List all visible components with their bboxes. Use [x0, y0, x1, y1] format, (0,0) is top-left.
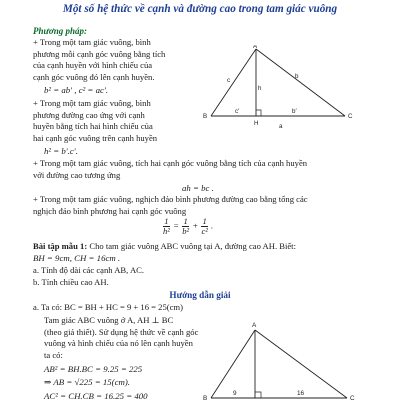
- segment-label-hc: 16: [297, 390, 305, 397]
- solution-formula-2: ⇒ AB = √225 = 15(cm).: [44, 377, 130, 387]
- segment-label-bh: 9: [233, 390, 237, 397]
- solution-formula-1: AB² = BH.BC = 9.25 = 225: [44, 364, 143, 374]
- exercise-question-a: a. Tính độ dài các cạnh AB, AC.: [33, 265, 145, 275]
- fraction: $\frac{1}{\text{c²}}$: [201, 216, 208, 236]
- vertex-label-a: A: [252, 322, 257, 329]
- solution-step-1: a. Ta có: BC = BH + HC = 9 + 16 = 25(cm): [33, 302, 183, 312]
- method-paragraph-1: [33, 37, 165, 83]
- side-ac: [255, 330, 347, 398]
- segment-label-b-prime: b′: [292, 108, 297, 115]
- page-title: Một số hệ thức về cạnh và đường cao trong tam giác vuông: [62, 3, 338, 15]
- exercise-text: Cho tam giác vuông ABC vuông tại A, đường cao AH. Biết:: [87, 241, 296, 251]
- vertex-label-b: B: [203, 395, 208, 400]
- method-paragraph-2: [33, 98, 157, 144]
- text-line: Tam giác ABC vuông ở A, AH ⊥ BC: [44, 315, 174, 325]
- right-angle-mark: [256, 110, 261, 116]
- right-angle-mark: [255, 392, 261, 398]
- vertex-label-c: C: [348, 113, 353, 120]
- side-label-b: b: [295, 73, 299, 80]
- text-line: + Trong một tam giác vuông, bình: [33, 37, 151, 47]
- fraction: $\frac{1}{\text{h²}}$: [163, 216, 170, 236]
- text-line: huyền bằng tích hai hình chiếu của: [33, 121, 153, 132]
- exercise-given: BH = 9cm, CH = 16cm .: [33, 253, 121, 263]
- text-line: cạnh góc vuông đó lên cạnh huyền.: [33, 71, 155, 82]
- text-line: phương đường cao ứng với cạnh: [33, 109, 145, 120]
- text-line: ta có:: [44, 349, 63, 360]
- method-paragraph-3: [33, 158, 307, 181]
- vertex-label-b: B: [203, 113, 208, 120]
- triangle-figure-2: [195, 318, 365, 400]
- text-line: + Trong một tam giác vuông, nghịch đảo bình phương đường cao bằng tổng các: [33, 194, 308, 204]
- text-line: của cạnh huyền với hình chiếu của: [33, 60, 153, 71]
- text-line: (theo giả thiết). Sử dụng hệ thức về cạnh góc: [44, 326, 199, 337]
- formula-2: h² = b′.c′.: [44, 146, 78, 156]
- method-paragraph-4: [33, 194, 308, 217]
- formula-4: $\frac{1}{\text{h²}}$ = $\frac{1}{\text{b²}}$ + $\frac{1}{\text{c²}}$ .: [163, 216, 214, 236]
- fraction: $\frac{1}{\text{b²}}$: [182, 216, 190, 236]
- text-line: nghịch đảo bình phương hai cạnh góc vuông: [33, 205, 187, 216]
- text-line: vuông và hình chiếu của nó lên cạnh huyền: [44, 338, 193, 349]
- triangle-figure-1: [200, 45, 360, 130]
- exercise-question-b: b. Tính chiều cao AH.: [33, 277, 109, 287]
- side-ac: [256, 49, 345, 116]
- formula-1: b² = ab′ , c² = ac′.: [44, 85, 108, 95]
- text-line: + Trong một tam giác vuông, bình: [33, 98, 151, 108]
- text-line: phương mỗi cạnh góc vuông bằng tích: [33, 48, 166, 59]
- text-line: với đường cao tương ứng: [33, 169, 121, 180]
- side-ab: [211, 49, 256, 116]
- text-line: + Trong một tam giác vuông, tích hai cạnh góc vuông bằng tích của cạnh huyền: [33, 158, 308, 168]
- solution-paragraph: [44, 315, 198, 361]
- vertex-label-a: A: [253, 45, 258, 50]
- side-label-a: a: [279, 123, 283, 130]
- formula-3: ah = bc .: [182, 183, 214, 193]
- segment-label-c-prime: c′: [235, 108, 240, 115]
- foot-label-h: H: [254, 120, 259, 127]
- method-heading: Phương pháp:: [33, 26, 87, 36]
- side-label-c: c: [227, 77, 231, 84]
- solution-formula-3: AC² = CH.CB = 16.25 = 400: [44, 391, 148, 401]
- side-ab: [211, 330, 255, 398]
- solution-heading: Hướng dẫn giải: [169, 290, 231, 300]
- text-line: hai cạnh góc vuông trên cạnh huyền: [33, 132, 158, 143]
- vertex-label-c: C: [350, 395, 355, 400]
- exercise-line: [33, 241, 296, 253]
- altitude-label-h: h: [258, 85, 262, 92]
- exercise-label: Bài tập mẫu 1:: [33, 241, 88, 251]
